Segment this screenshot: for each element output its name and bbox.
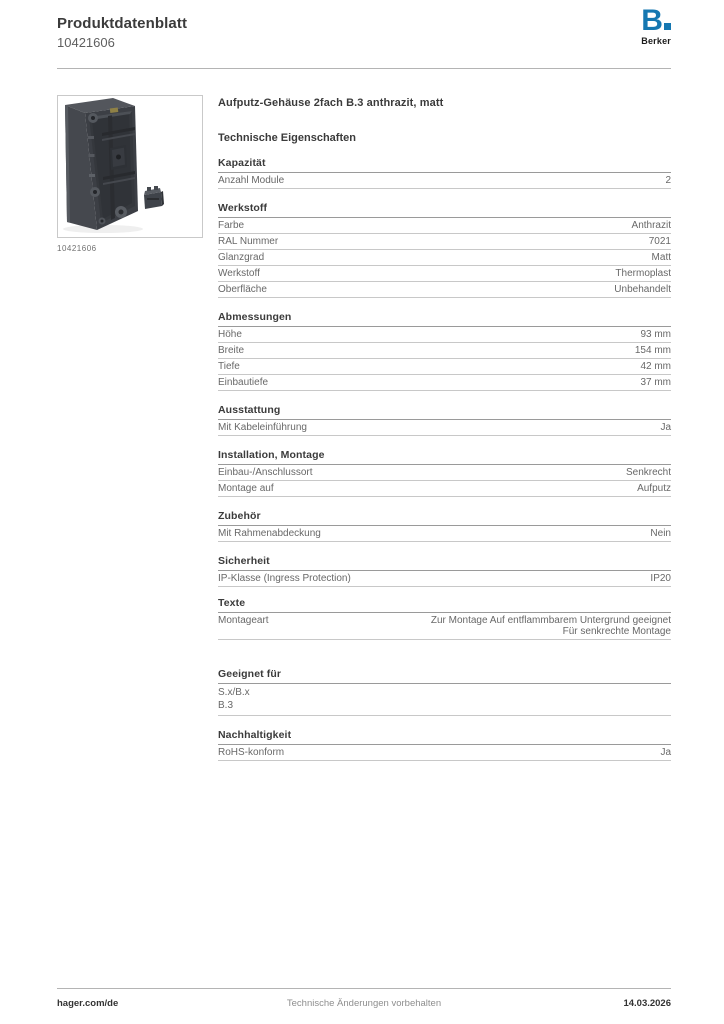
spec-label: Montage auf: [218, 483, 274, 494]
berker-wordmark: Berker: [641, 36, 671, 46]
spec-label: Mit Kabeleinführung: [218, 422, 307, 433]
berker-logo-mark: B: [641, 6, 671, 36]
spec-row: [218, 571, 671, 587]
spec-value: Ja: [660, 747, 671, 758]
spec-label: Breite: [218, 345, 245, 356]
spec-row: [218, 282, 671, 298]
spec-value: 154 mm: [634, 345, 671, 356]
article-number: 10421606: [57, 35, 115, 50]
spec-label: Farbe: [218, 220, 245, 231]
spec-label: IP-Klasse (Ingress Protection): [218, 573, 351, 584]
section-heading: Texte: [218, 597, 671, 613]
spec-row: [218, 327, 671, 343]
spec-value: Anthrazit: [631, 220, 671, 231]
section-sicherheit: [218, 555, 671, 587]
spec-row: [218, 420, 671, 436]
section-werkstoff: [218, 202, 671, 298]
compatibility-item: B.3: [218, 700, 234, 711]
spec-value: IP20: [650, 573, 671, 584]
section-installation-montage: [218, 449, 671, 497]
section-abmessungen: [218, 311, 671, 391]
spec-value: 7021: [648, 236, 671, 247]
footer-website-link[interactable]: hager.com/de: [57, 998, 119, 1009]
section-zubehoer: [218, 510, 671, 542]
section-heading: Kapazität: [218, 157, 671, 173]
section-heading: Sicherheit: [218, 555, 671, 571]
spec-row: [218, 250, 671, 266]
spec-label: Einbautiefe: [218, 377, 269, 388]
spec-row: [218, 745, 671, 761]
spec-value: Matt: [651, 252, 671, 263]
spec-value: Nein: [650, 528, 671, 539]
footer-date: 14.03.2026: [623, 998, 671, 1009]
section-heading: Installation, Montage: [218, 449, 671, 465]
spec-value: Unbehandelt: [614, 284, 671, 295]
section-heading: Zubehör: [218, 510, 671, 526]
spec-value: 42 mm: [640, 361, 671, 372]
section-nachhaltigkeit: [218, 729, 671, 761]
spec-row: [218, 375, 671, 391]
spec-value: 93 mm: [640, 329, 671, 340]
spec-value: Aufputz: [637, 483, 671, 494]
spec-label: Werkstoff: [218, 268, 260, 279]
product-image: [58, 96, 202, 237]
spec-value: Thermoplast: [615, 268, 671, 279]
spec-label: Höhe: [218, 329, 242, 340]
page-title: Produktdatenblatt: [57, 15, 188, 32]
section-heading: Geeignet für: [218, 668, 671, 684]
spec-row: [218, 481, 671, 497]
spec-label: RAL Nummer: [218, 236, 279, 247]
spec-label: Montageart: [218, 615, 269, 626]
compatibility-list: [218, 684, 671, 716]
compatibility-item: S.x/B.x: [218, 687, 250, 698]
section-heading: Abmessungen: [218, 311, 671, 327]
spec-value: 37 mm: [640, 377, 671, 388]
product-image-frame: [57, 95, 203, 238]
section-ausstattung: [218, 404, 671, 436]
spec-value: Ja: [660, 422, 671, 433]
berker-logo: [641, 6, 671, 46]
spec-value-line: Für senkrechte Montage: [562, 626, 671, 637]
section-heading: Werkstoff: [218, 202, 671, 218]
product-image-caption: 10421606: [57, 244, 97, 253]
spec-row: [218, 218, 671, 234]
page-header: [57, 0, 671, 69]
footer-disclaimer: Technische Änderungen vorbehalten: [286, 998, 442, 1009]
spec-label: RoHS-konform: [218, 747, 285, 758]
spec-value: 2: [665, 175, 671, 186]
tech-properties-heading: Technische Eigenschaften: [218, 132, 356, 144]
section-geeignet-fuer: [218, 668, 671, 716]
spec-row: [218, 359, 671, 375]
spec-label: Einbau-/Anschlussort: [218, 467, 313, 478]
logo-square-dot-icon: [664, 23, 671, 30]
spec-label: Oberfläche: [218, 284, 267, 295]
spec-row: [218, 465, 671, 481]
product-title: Aufputz-Gehäuse 2fach B.3 anthrazit, matt: [218, 97, 444, 109]
page-footer: [57, 988, 671, 1009]
spec-row: [218, 173, 671, 189]
spec-row: [218, 343, 671, 359]
section-heading: Ausstattung: [218, 404, 671, 420]
section-texte: [218, 597, 671, 640]
section-kapazitaet: [218, 157, 671, 189]
spec-value-multiline: [283, 615, 671, 637]
spec-label: Glanzgrad: [218, 252, 265, 263]
spec-row: [218, 266, 671, 282]
spec-label: Tiefe: [218, 361, 240, 372]
spec-value: Senkrecht: [625, 467, 671, 478]
spec-label: Anzahl Module: [218, 175, 285, 186]
spec-value-line: Zur Montage Auf entflammbarem Untergrund geeignet: [430, 615, 671, 626]
section-heading: Nachhaltigkeit: [218, 729, 671, 745]
spec-row: [218, 613, 671, 640]
spec-label: Mit Rahmenabdeckung: [218, 528, 321, 539]
spec-row: [218, 234, 671, 250]
spec-row: [218, 526, 671, 542]
